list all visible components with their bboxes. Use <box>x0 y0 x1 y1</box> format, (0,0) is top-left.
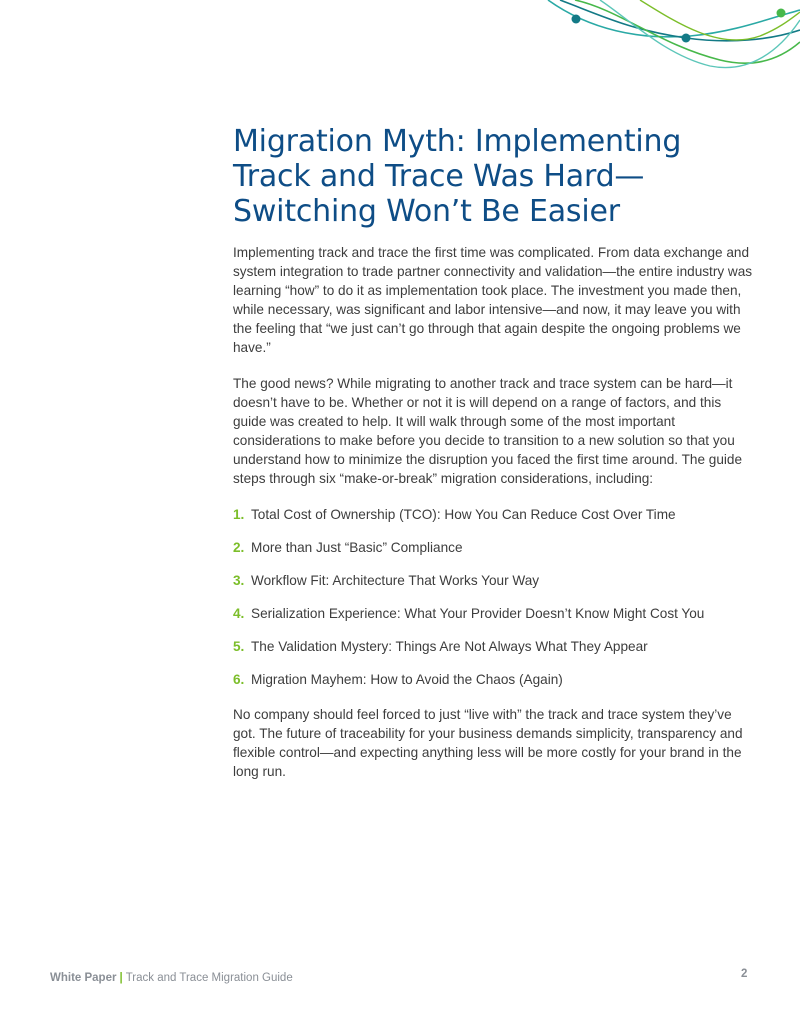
list-text: Migration Mayhem: How to Avoid the Chaos (Again) <box>251 672 563 687</box>
footer-title: Track and Trace Migration Guide <box>125 972 293 984</box>
footer <box>50 972 293 984</box>
list-item <box>233 505 753 524</box>
list-number: 6. <box>233 672 245 687</box>
wave-node-1 <box>572 15 581 24</box>
header-wave-decoration <box>0 0 800 80</box>
closing-paragraph: No company should feel forced to just “live with” the track and trace system they’ve got. The future of traceability for your business demands simplicity, transparency and flexible control—and expecting anything less will be more costly for your brand in the long run. <box>233 707 743 779</box>
list-number: 3. <box>233 573 245 588</box>
list-text: The Validation Mystery: Things Are Not Always What They Appear <box>251 639 648 654</box>
list-item <box>233 571 753 590</box>
list-text: More than Just “Basic” Compliance <box>251 540 463 555</box>
list-item <box>233 670 753 689</box>
list-text: Total Cost of Ownership (TCO): How You Can Reduce Cost Over Time <box>251 507 676 522</box>
list-text: Serialization Experience: What Your Provider Doesn’t Know Might Cost You <box>251 606 705 621</box>
wave-node-3 <box>777 9 786 18</box>
list-number: 2. <box>233 540 245 555</box>
wave-line-green <box>575 0 800 63</box>
list-item <box>233 604 753 623</box>
list-item <box>233 538 753 557</box>
list-text: Workflow Fit: Architecture That Works Your Way <box>251 573 540 588</box>
intro-paragraph: Implementing track and trace the first time was complicated. From data exchange and system integration to trade partner connectivity and validation—the entire industry was learning “how” to do it as implementation took place. The investment you made then, while necessary, was significant and labor intensive—and now, it may leave you with the feeling that “we just can’t go through that again despite the ongoing problems we have.” <box>233 245 753 355</box>
list-number: 1. <box>233 507 245 522</box>
page-title: Migration Myth: Implementing Track and Trace Was Hard—Switching Won’t Be Easier <box>233 124 682 229</box>
list-item <box>233 637 753 656</box>
good-news-paragraph: The good news? While migrating to another track and trace system can be hard—it doesn’t have to be. Whether or not it is will depend on a range of factors, and this guide was created to help. It will walk through some of the most important considerations to make before you decide to transition to a new solution so that you understand how to minimize the disruption you faced the first time around. The guide steps through six “make-or-break” migration considerations, including: <box>233 376 743 486</box>
list-number: 4. <box>233 606 245 621</box>
page-number: 2 <box>741 968 748 980</box>
main-content <box>233 124 753 798</box>
wave-line-teal <box>548 0 800 37</box>
wave-node-2 <box>682 34 691 43</box>
footer-label: White Paper <box>50 972 117 984</box>
considerations-list <box>233 505 753 689</box>
list-number: 5. <box>233 639 245 654</box>
footer-separator: | <box>119 972 123 984</box>
